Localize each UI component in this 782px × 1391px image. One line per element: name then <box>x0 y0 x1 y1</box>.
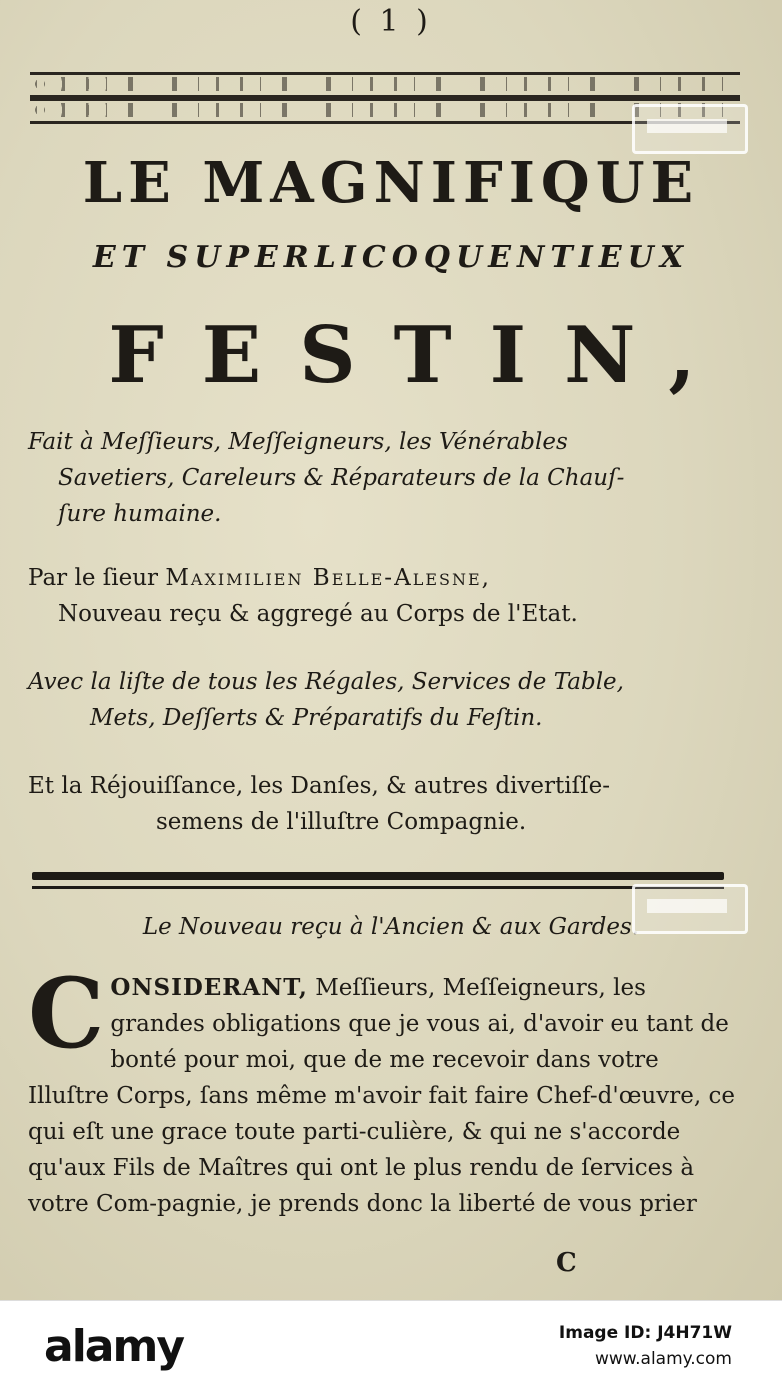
dedication-line-2: Savetiers, Careleurs & Réparateurs de la Chauſ- <box>58 465 625 491</box>
body-paragraph <box>28 957 742 1222</box>
body-first-words: ONSIDERANT, <box>110 974 308 1001</box>
page-number: ( 1 ) <box>350 4 432 39</box>
author-name: Maximilien Belle-Alesne, <box>165 565 491 591</box>
catchword: C <box>556 1248 577 1278</box>
stock-image-id: Image ID: J4H71W <box>558 1323 732 1343</box>
watermark-stamp-icon <box>632 884 748 934</box>
dedication-paragraph <box>28 424 750 532</box>
divider-thin <box>32 886 724 889</box>
author-prefix: Par le ſieur <box>28 565 159 591</box>
rejoicing-paragraph <box>28 768 750 840</box>
floral-motif <box>30 77 740 91</box>
title-line-3: FESTIN, <box>108 310 734 401</box>
dedication-line-3: ſure humaine. <box>58 501 222 527</box>
author-line-2: Nouveau reçu & aggregé au Corps de l'Etat. <box>58 601 578 627</box>
divider-thick <box>32 872 724 880</box>
ornamental-border-top <box>30 72 740 98</box>
address-heading: Le Nouveau reçu à l'Ancien & aux Gardes. <box>142 914 640 940</box>
rejoicing-line-2: semens de l'illuſtre Compagnie. <box>156 809 527 835</box>
stock-site-url[interactable]: www.alamy.com <box>594 1349 732 1369</box>
watermark-stamp-icon <box>632 104 748 154</box>
title-line-2: ET SUPERLICOQUENTIEUX <box>92 240 690 275</box>
title-line-1: LE MAGNIFIQUE <box>82 150 700 216</box>
contents-line-1: Avec la liſte de tous les Régales, Services de Table, <box>28 669 624 695</box>
author-paragraph <box>28 560 750 632</box>
body-text: Meſſieurs, Meſſeigneurs, les grandes obligations que je vous ai, d'avoir eu tant de bonté pour moi, que de me recevoir dans votre Illuſtre Corps, ſans même m'avoir fait faire Chef-d'œuvre, ce qui eſt une grace toute parti-culière, & qui ne s'accorde qu'aux Fils de Maîtres qui ont le plus rendu de ſervices à votre Com-pagnie, je prends donc la liberté de vous prier <box>28 975 735 1217</box>
contents-line-2: Mets, Deſſerts & Préparatifs du Feſtin. <box>90 705 543 731</box>
drop-cap: C <box>28 957 105 1070</box>
stock-footer-bar <box>0 1300 782 1391</box>
contents-paragraph <box>28 664 750 736</box>
stock-logo: alamy <box>44 1321 183 1372</box>
dedication-line-1: Fait à Meſſieurs, Meſſeigneurs, les Vénérables <box>28 429 568 455</box>
rejoicing-line-1: Et la Réjouiſſance, les Danſes, & autres divertiſſe- <box>28 773 611 799</box>
